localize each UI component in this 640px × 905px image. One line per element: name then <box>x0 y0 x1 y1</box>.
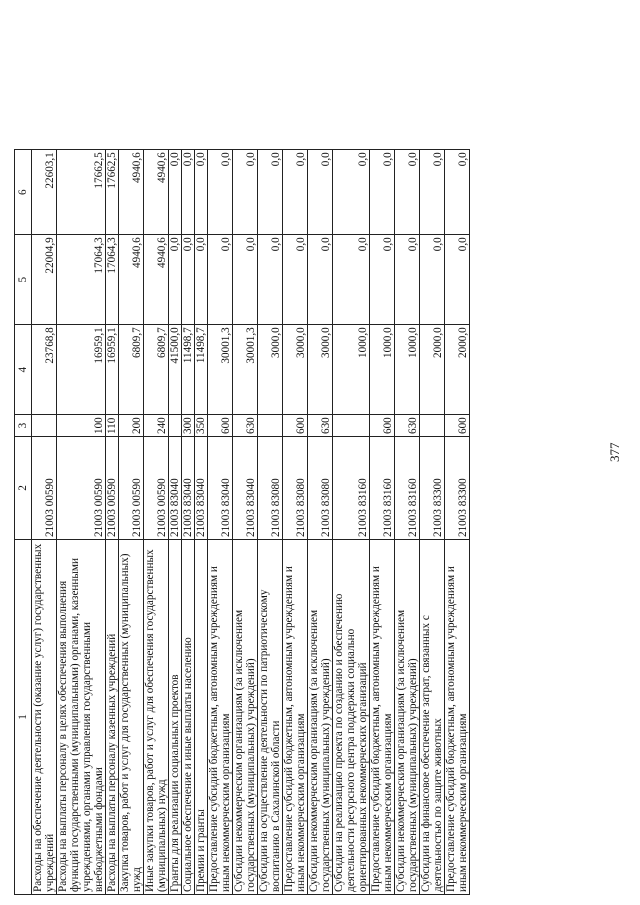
table-row <box>283 150 308 895</box>
row-vr-code: 350 <box>195 415 208 437</box>
table-row <box>395 150 420 895</box>
row-vr-code: 100 <box>57 415 106 437</box>
row-vr-code <box>333 415 370 437</box>
budget-table <box>14 149 470 895</box>
row-value-col6: 17662,5 <box>106 150 119 235</box>
row-name: Расходы на обеспечение деятельности (оказание услуг) государственных учреждений <box>32 540 57 895</box>
row-name: Предоставление субсидий бюджетным, автономным учреждениям и иным некоммерческим организациям <box>283 540 308 895</box>
table-row <box>32 150 57 895</box>
row-value-col6: 4940,6 <box>144 150 169 235</box>
row-code: 21003 83160 <box>370 437 395 540</box>
row-value-col4: 3000,0 <box>308 325 333 415</box>
row-name: Субсидии на реализацию проекта по созданию и обеспечению деятельности ресурсного центра поддержки социально ориентированных некоммерческих организаций <box>333 540 370 895</box>
row-value-col5: 0,0 <box>395 235 420 325</box>
row-value-col5: 0,0 <box>169 235 182 325</box>
row-value-col5: 0,0 <box>208 235 233 325</box>
row-value-col6: 22603,1 <box>32 150 57 235</box>
row-vr-code: 110 <box>106 415 119 437</box>
column-header: 6 <box>15 150 32 235</box>
row-code: 21003 83040 <box>208 437 233 540</box>
row-value-col6: 0,0 <box>182 150 195 235</box>
row-value-col5: 17064,3 <box>57 235 106 325</box>
row-value-col4: 30001,3 <box>233 325 258 415</box>
row-name: Предоставление субсидий бюджетным, автономным учреждениям и иным некоммерческим организациям <box>208 540 233 895</box>
row-vr-code: 600 <box>283 415 308 437</box>
row-name: Иные закупки товаров, работ и услуг для обеспечения государственных (муниципальных) нужд <box>144 540 169 895</box>
row-value-col4: 6809,7 <box>119 325 144 415</box>
row-code: 21003 00590 <box>32 437 57 540</box>
row-value-col4: 1000,0 <box>370 325 395 415</box>
row-name: Субсидии на осуществление деятельности по патриотическому воспитанию в Сахалинской области <box>258 540 283 895</box>
row-value-col5: 0,0 <box>370 235 395 325</box>
row-value-col5: 4940,6 <box>119 235 144 325</box>
table-row <box>169 150 182 895</box>
row-value-col5: 0,0 <box>420 235 445 325</box>
row-name: Субсидии некоммерческим организациям (за исключением государственных (муниципальных) учреждений) <box>233 540 258 895</box>
column-number-row <box>15 150 32 895</box>
row-name: Премии и гранты <box>195 540 208 895</box>
row-name: Субсидии на финансовое обеспечение затрат, связанных с деятельностью по защите животных <box>420 540 445 895</box>
row-name: Предоставление субсидий бюджетным, автономным учреждениям и иным некоммерческим организациям <box>370 540 395 895</box>
row-code: 21003 00590 <box>144 437 169 540</box>
column-header: 1 <box>15 540 32 895</box>
row-value-col6: 0,0 <box>445 150 470 235</box>
row-value-col5: 0,0 <box>195 235 208 325</box>
row-name: Субсидии некоммерческим организациям (за исключением государственных (муниципальных) учреждений) <box>308 540 333 895</box>
row-code: 21003 00590 <box>106 437 119 540</box>
row-value-col4: 1000,0 <box>333 325 370 415</box>
table-row <box>106 150 119 895</box>
table-row <box>420 150 445 895</box>
row-value-col4: 2000,0 <box>420 325 445 415</box>
table-row <box>233 150 258 895</box>
row-vr-code: 630 <box>308 415 333 437</box>
row-value-col4: 3000,0 <box>283 325 308 415</box>
row-value-col4: 11498,7 <box>195 325 208 415</box>
row-value-col4: 6809,7 <box>144 325 169 415</box>
page-number: 377 <box>607 442 622 462</box>
row-value-col6: 0,0 <box>195 150 208 235</box>
table-row <box>57 150 106 895</box>
row-value-col6: 0,0 <box>333 150 370 235</box>
row-name: Расходы на выплаты персоналу в целях обеспечения выполнения функций государственными (муниципальными) органами, казенными учреждениями, органами управления государственными внебюджетными фондами <box>57 540 106 895</box>
table-row <box>208 150 233 895</box>
row-value-col4: 41500,0 <box>169 325 182 415</box>
row-value-col4: 30001,3 <box>208 325 233 415</box>
row-code: 21003 83040 <box>182 437 195 540</box>
table-row <box>370 150 395 895</box>
row-value-col5: 4940,6 <box>144 235 169 325</box>
row-vr-code: 300 <box>182 415 195 437</box>
row-code: 21003 83300 <box>420 437 445 540</box>
row-code: 21003 00590 <box>119 437 144 540</box>
table-row <box>333 150 370 895</box>
row-vr-code: 600 <box>208 415 233 437</box>
table-row <box>182 150 195 895</box>
table-row <box>144 150 169 895</box>
row-value-col5: 0,0 <box>233 235 258 325</box>
row-vr-code: 630 <box>233 415 258 437</box>
row-value-col6: 0,0 <box>370 150 395 235</box>
row-name: Предоставление субсидий бюджетным, автономным учреждениям и иным некоммерческим организациям <box>445 540 470 895</box>
table-row <box>258 150 283 895</box>
row-name: Социальное обеспечение и иные выплаты населению <box>182 540 195 895</box>
row-vr-code: 600 <box>370 415 395 437</box>
row-name: Гранты для реализации социальных проектов <box>169 540 182 895</box>
row-vr-code <box>32 415 57 437</box>
row-code: 21003 83040 <box>169 437 182 540</box>
table-row <box>119 150 144 895</box>
row-name: Субсидии некоммерческим организациям (за исключением государственных (муниципальных) учреждений) <box>395 540 420 895</box>
row-code: 21003 83080 <box>258 437 283 540</box>
row-value-col4: 23768,8 <box>32 325 57 415</box>
row-value-col6: 0,0 <box>258 150 283 235</box>
row-value-col5: 0,0 <box>445 235 470 325</box>
row-name: Закупка товаров, работ и услуг для государственных (муниципальных) нужд <box>119 540 144 895</box>
row-vr-code <box>169 415 182 437</box>
row-value-col5: 22004,9 <box>32 235 57 325</box>
row-value-col6: 0,0 <box>283 150 308 235</box>
row-value-col4: 16959,1 <box>57 325 106 415</box>
row-value-col6: 0,0 <box>420 150 445 235</box>
table-row <box>308 150 333 895</box>
row-value-col6: 0,0 <box>208 150 233 235</box>
row-code: 21003 83160 <box>395 437 420 540</box>
row-code: 21003 83040 <box>195 437 208 540</box>
row-value-col4: 3000,0 <box>258 325 283 415</box>
column-header: 3 <box>15 415 32 437</box>
row-value-col6: 17662,5 <box>57 150 106 235</box>
row-vr-code: 630 <box>395 415 420 437</box>
row-code: 21003 83080 <box>283 437 308 540</box>
row-value-col4: 16959,1 <box>106 325 119 415</box>
table-row <box>195 150 208 895</box>
row-value-col4: 11498,7 <box>182 325 195 415</box>
row-value-col6: 0,0 <box>308 150 333 235</box>
row-vr-code <box>420 415 445 437</box>
row-value-col6: 4940,6 <box>119 150 144 235</box>
column-header: 2 <box>15 437 32 540</box>
table-row <box>445 150 470 895</box>
row-value-col5: 0,0 <box>258 235 283 325</box>
row-value-col4: 2000,0 <box>445 325 470 415</box>
row-code: 21003 00590 <box>57 437 106 540</box>
row-vr-code <box>258 415 283 437</box>
column-header: 4 <box>15 325 32 415</box>
row-vr-code: 600 <box>445 415 470 437</box>
row-code: 21003 83040 <box>233 437 258 540</box>
row-value-col4: 1000,0 <box>395 325 420 415</box>
row-value-col5: 17064,3 <box>106 235 119 325</box>
row-value-col5: 0,0 <box>283 235 308 325</box>
row-value-col5: 0,0 <box>308 235 333 325</box>
column-header: 5 <box>15 235 32 325</box>
row-vr-code: 240 <box>144 415 169 437</box>
row-vr-code: 200 <box>119 415 144 437</box>
row-value-col6: 0,0 <box>233 150 258 235</box>
row-name: Расходы на выплаты персоналу казенных учреждений <box>106 540 119 895</box>
row-value-col5: 0,0 <box>333 235 370 325</box>
row-code: 21003 83080 <box>308 437 333 540</box>
row-value-col6: 0,0 <box>395 150 420 235</box>
row-value-col5: 0,0 <box>182 235 195 325</box>
row-code: 21003 83300 <box>445 437 470 540</box>
row-value-col6: 0,0 <box>169 150 182 235</box>
row-code: 21003 83160 <box>333 437 370 540</box>
